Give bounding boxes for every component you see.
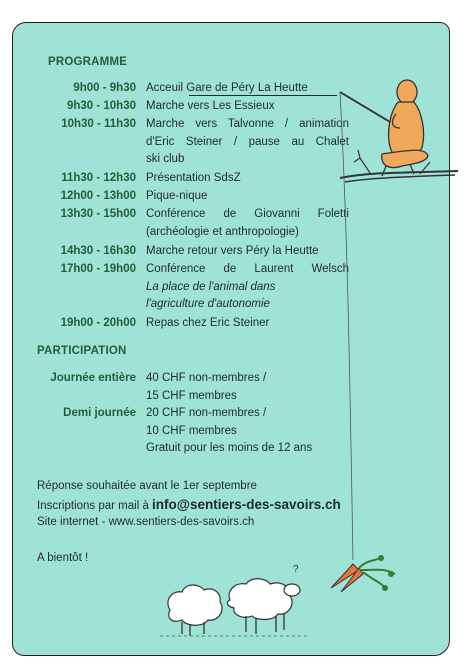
full-day-price-line-1: 40 CHF non-membres /: [146, 372, 267, 384]
activity-8-line-3: l'agriculture d'autonomie: [146, 298, 270, 310]
activity-6: [146, 206, 349, 241]
registration-line: [37, 497, 341, 512]
time-slot-2: 9h30 - 10h30: [66, 100, 136, 112]
half-day-price-line-2: 10 CHF membres: [146, 424, 237, 437]
participation-heading: PARTICIPATION: [37, 345, 127, 357]
full-day-price: [146, 370, 266, 405]
full-day-label: Journée entière: [50, 372, 136, 384]
carrot-bait-illustration: [325, 548, 405, 596]
website-line: Site internet - www.sentiers-des-savoirs.ch: [37, 516, 255, 528]
time-slot-3: 10h30 - 11h30: [61, 118, 136, 130]
activity-3-line-2: d'Eric Steiner / pause au Chalet: [146, 135, 349, 148]
reply-deadline: Réponse souhaitée avant le 1er septembre: [37, 480, 257, 492]
email-link[interactable]: info@sentiers-des-savoirs.ch: [152, 497, 341, 512]
programme-heading: PROGRAMME: [48, 56, 128, 68]
activity-3-line-1: Marche vers Talvonne / animation: [146, 118, 349, 130]
activity-9: Repas chez Eric Steiner: [146, 317, 270, 329]
activity-6-line-1: Conférence de Giovanni Foletti: [146, 208, 349, 220]
time-slot-1: 9h00 - 9h30: [73, 82, 136, 94]
registration-prefix: Inscriptions par mail à: [37, 500, 153, 512]
activity-6-line-2: (archéologie et anthropologie): [146, 225, 299, 238]
half-day-price-line-1: 20 CHF non-membres /: [146, 407, 267, 419]
full-day-price-line-2: 15 CHF membres: [146, 389, 237, 402]
time-slot-6: 13h30 - 15h00: [60, 208, 136, 220]
activity-8-line-1: Conférence de Laurent Welsch: [146, 263, 349, 275]
activity-3-line-3: ski club: [146, 153, 185, 165]
sheep-illustration: [160, 560, 310, 640]
time-slot-9: 19h00 - 20h00: [60, 317, 136, 329]
closing-text: A bientôt !: [37, 552, 89, 564]
half-day-label: Demi journée: [63, 407, 136, 419]
activity-8-line-2: La place de l'animal dans: [146, 280, 276, 293]
half-day-price: [146, 405, 312, 458]
activity-7: Marche retour vers Péry la Heutte: [146, 245, 319, 257]
activity-4: Présentation SdsZ: [146, 172, 241, 184]
activity-5: Pique-nique: [146, 190, 208, 202]
children-free-note: Gratuit pour les moins de 12 ans: [146, 442, 313, 454]
activity-2: Marche vers Les Essieux: [146, 100, 275, 112]
time-slot-4: 11h30 - 12h30: [61, 172, 136, 184]
time-slot-7: 14h30 - 16h30: [60, 245, 136, 257]
svg-text:?: ?: [293, 564, 299, 575]
station-underline: [189, 95, 337, 96]
activity-1-line-1: Acceuil Gare de Péry La Heutte: [146, 82, 308, 94]
time-slot-5: 12h00 - 13h00: [60, 190, 136, 202]
time-slot-8: 17h00 - 19h00: [60, 263, 136, 275]
fishing-line: [338, 90, 368, 570]
activity-3: [146, 116, 349, 169]
activity-8: [146, 261, 349, 314]
